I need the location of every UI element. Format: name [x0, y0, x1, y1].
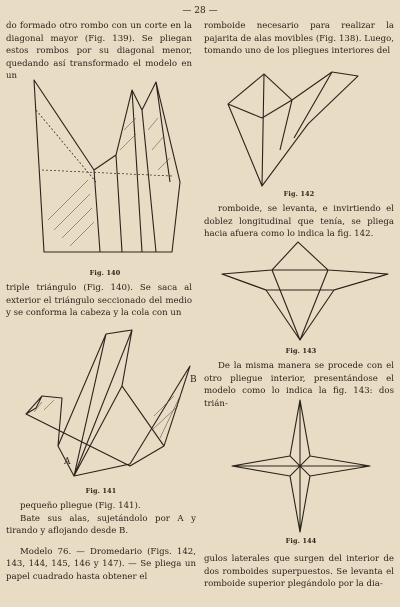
page-number: — 28 — — [182, 6, 218, 16]
right-bottom-paragraph — [204, 553, 394, 591]
figure-143-drawing — [216, 240, 396, 345]
point-a-label: A — [64, 457, 71, 467]
paragraph-text: romboide necesario para realizar la pajarita de alas movibles (Fig. 138). Luego, tomando uno de los pliegues interiores del — [204, 21, 394, 57]
figure-142-caption: Fig. 142 — [283, 190, 315, 198]
figure-141-drawing — [14, 326, 204, 484]
triple-triangle-shape — [34, 80, 180, 252]
left-bottom-paragraph — [6, 500, 196, 584]
paragraph-text: Bate sus alas, sujetándolo por A y tirando y aflojando desde B. — [6, 513, 196, 537]
figure-140-caption: Fig. 140 — [89, 269, 121, 277]
figure-140-drawing — [24, 70, 190, 265]
figure-142-drawing — [220, 66, 390, 191]
paragraph-text: pequeño pliegue (Fig. 141). — [20, 501, 141, 511]
figure-144-caption: Fig. 144 — [285, 537, 317, 545]
figure-141-caption: Fig. 141 — [85, 487, 117, 495]
paragraph-text: Modelo 76. — Dromedario (Figs. 142, 143, 144, 145, 146 y 147). — Se pliega un papel cuadrado hasta obtener el — [6, 546, 196, 582]
point-b-label: B — [190, 375, 197, 385]
figure-144-drawing — [226, 396, 376, 536]
paragraph-text: gulos laterales que surgen del interior de dos romboides superpuestos. Se levanta el romboide superior plegándolo por la dia- — [204, 554, 394, 590]
figure-143-caption: Fig. 143 — [285, 347, 317, 355]
rhomboid-with-fold-shape — [228, 72, 358, 186]
right-top-paragraph — [204, 20, 394, 58]
paragraph-text: triple triángulo (Fig. 140). Se saca al exterior el triángulo seccionado del medio y se conforma la cabeza y la cola con un — [6, 283, 192, 319]
paragraph-text: do formado otro rombo con un corte en la diagonal mayor (Fig. 139). Se pliegan estos rombos por su diagonal menor, quedando así transformado el modelo en un — [6, 21, 192, 82]
paragraph-text: romboide, se levanta, e invirtiendo el doblez longitudinal que tenía, se pliega hacia afuera como lo indica la fig. 142. — [204, 204, 394, 240]
four-point-star-shape — [232, 400, 370, 532]
right-mid-paragraph-1 — [204, 203, 394, 241]
left-mid-paragraph — [6, 282, 192, 320]
flapping-bird-shape — [26, 330, 197, 476]
paragraph-text: De la misma manera se procede con el otro pliegue interior, presentándose el modelo como lo indica la fig. 143: dos trián- — [204, 361, 394, 409]
two-lateral-triangles-shape — [222, 242, 388, 340]
